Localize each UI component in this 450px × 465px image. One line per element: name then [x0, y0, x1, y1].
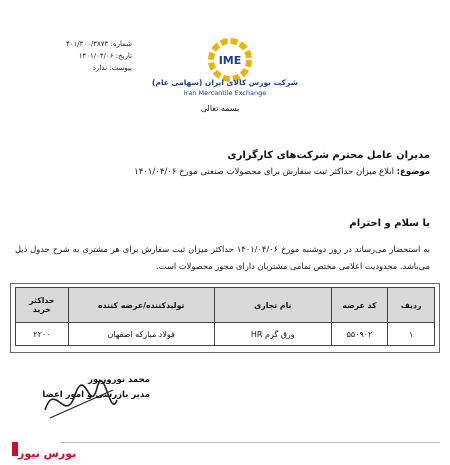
letter-date: تاریخ: ۱۴۰۱/۰۴/۰۶ — [78, 52, 132, 60]
cell-offer-code: ۵۵۰۹۰۲ — [331, 323, 387, 346]
addressee: مدیران عامل محترم شرکت‌های کارگزاری — [227, 150, 430, 161]
cell-trade-name: ورق گرم HR — [214, 323, 331, 346]
footer-divider — [60, 442, 440, 443]
subject-line — [0, 167, 430, 177]
logo-mark-text: IME — [218, 54, 242, 67]
letter-meta — [12, 38, 132, 74]
header-max-purchase: حداکثر خرید — [16, 288, 69, 323]
quota-table — [15, 287, 435, 346]
header-offer-code: کد عرضه — [331, 288, 387, 323]
subject-text: ابلاغ میزان حداکثر ثبت سفارش برای محصولات صنعتی مورخ ۱۴۰۱/۰۴/۰۶ — [134, 167, 397, 177]
logo-name-en: Iran Mercantile Exchange — [183, 89, 267, 97]
basmala: بسمه تعالی — [200, 104, 240, 113]
cell-max-purchase: ۲۲۰۰ — [16, 323, 69, 346]
logo-name-fa: شرکت بورس کالای ایران (سهامی عام) — [152, 78, 298, 87]
greeting: با سلام و احترام — [349, 218, 430, 229]
cell-row-number: ۱ — [388, 323, 435, 346]
header-row-number: ردیف — [388, 288, 435, 323]
letter-number: شماره: ۴۰۱/۳۰۰/۳۸۷۳ — [65, 40, 132, 48]
cell-producer: فولاد مبارکه اصفهان — [68, 323, 214, 346]
table-row — [16, 323, 435, 346]
body-paragraph: به استحضار می‌رساند در روز دوشنبه مورخ ۱۴۰۱/۰۴/۰۶ حداکثر میزان ثبت سفارش برای هر مشتری به شرح جدول ذیل می‌باشد. محدودیت اعلامی مختص تمامی مشتریان دارای مجوز محصولات است. — [15, 244, 430, 271]
brand-name: بورس نیوز — [18, 447, 77, 460]
signer-title: مدیر بازرسی و امور اعضا — [42, 390, 150, 400]
signer-name: محمد نوروزپور — [88, 375, 150, 385]
letter-attachment: پیوست: ندارد — [92, 64, 132, 72]
table-header-row — [16, 288, 435, 323]
subject-label: موضوع: — [396, 167, 430, 177]
header-producer: تولیدکننده/عرضه کننده — [68, 288, 214, 323]
header-trade-name: نام تجاری — [214, 288, 331, 323]
signature-icon — [35, 370, 125, 430]
